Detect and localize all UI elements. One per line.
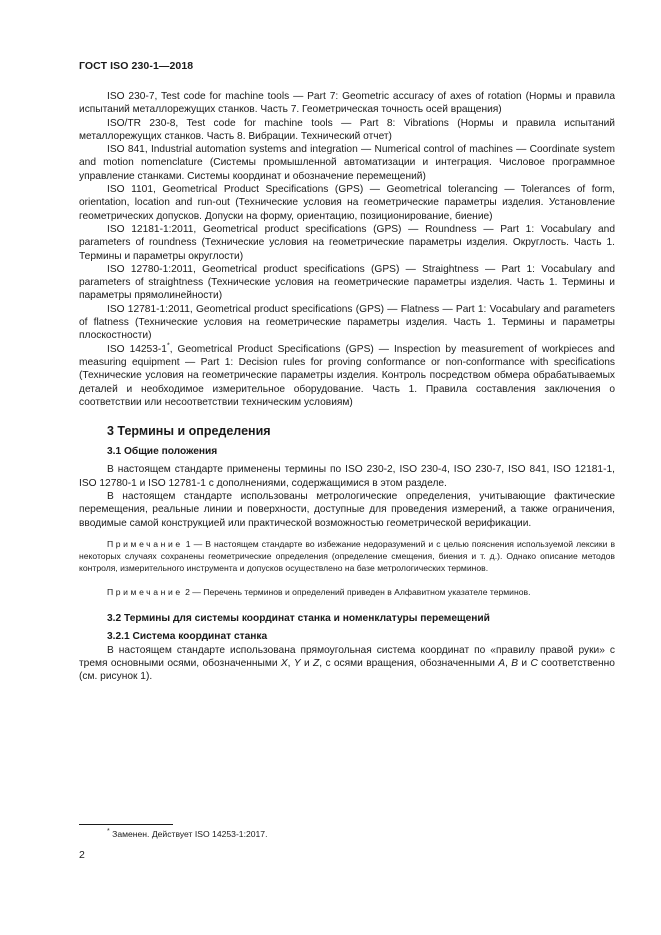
page-body: [79, 90, 615, 683]
footnote-marker: *: [166, 342, 170, 350]
ref-iso-14253-1: [79, 343, 615, 409]
footnote-divider: [79, 824, 173, 825]
note-1-text: 1 — В настоящем стандарте во избежание недоразумений и с целью пояснения используемой лексики в некоторых случаях сохранены геометрические определения (определение смещения, биения и т. д.). Однако описание методов контроля, измерительного инструмента и допусков осуществлено на базе метрологических терминов.: [79, 538, 616, 573]
text-run: ,: [505, 657, 512, 669]
note-2-label: Примечание: [107, 586, 183, 597]
axis-c: C: [530, 657, 538, 669]
section-3-2-title: 3.2 Термины для системы координат станка и номенклатуры перемещений: [107, 612, 490, 624]
text-run: и: [518, 657, 531, 669]
page-number: 2: [79, 849, 85, 861]
section-3-1-title: 3.1 Общие положения: [107, 446, 218, 458]
footnote-text: Заменен. Действует ISO 14253-1:2017.: [109, 829, 268, 839]
ref-iso-841: ISO 841, Industrial automation systems and integration — Numerical control of machines — Coordinate system and motion nomenclature (Системы промышленной автоматизации и интеграция. Числовое программное управление станками. Системы координат и обозначение перемещений): [79, 144, 615, 182]
text-run: соответственно (см. рисунок 1).: [79, 657, 615, 683]
ref-iso-230-7: ISO 230-7, Test code for machine tools — Part 7: Geometric accuracy of axes of rotation (Нормы и правила испытаний металлорежущих станков. Часть 7. Геометрическая точность осей вращения): [79, 91, 615, 116]
note-1: [79, 538, 615, 574]
ref-iso-12780-1: ISO 12780-1:2011, Geometrical product specifications (GPS) — Straightness — Part 1: Vocabulary and parameters of straightness (Технические условия на геометрические параметры изделия. Часть 1. Термины и параметры прямолинейности): [79, 263, 615, 302]
note-2-text: 2 — Перечень терминов и определений приведен в Алфавитном указателе терминов.: [185, 586, 531, 597]
axis-b: B: [511, 657, 519, 669]
ref-iso-12781-1: ISO 12781-1:2011, Geometrical product specifications (GPS) — Flatness — Part 1: Vocabulary and parameters of flatness (Технические условия на геометрические параметры изделия. Часть 1. Термины и параметры плоскостности): [79, 303, 615, 342]
text-run: и: [300, 657, 314, 669]
document-id: ГОСТ ISO 230-1—2018: [79, 60, 194, 72]
section-3-title: 3 Термины и определения: [107, 424, 271, 439]
para-terms-applied: В настоящем стандарте применены термины по ISO 230-2, ISO 230-4, ISO 230-7, ISO 841, ISO 12181-1, ISO 12780-1 и ISO 12781-1 с дополнениями, содержащимися в этом разделе.: [79, 464, 615, 489]
text-run: ,: [287, 657, 294, 669]
para-coordinate-system: [79, 644, 615, 684]
axis-a: A: [498, 657, 506, 669]
footnote-mark: *: [107, 828, 110, 836]
axis-x: X: [280, 657, 288, 669]
section-3-2-1-title: 3.2.1 Система координат станка: [107, 631, 268, 643]
ref-iso-12181-1: ISO 12181-1:2011, Geometrical product specifications (GPS) — Roundness — Part 1: Vocabulary and parameters of roundness (Технические условия на геометрические параметры изделия. Округлость. Часть 1. Термины и параметры округлости): [79, 223, 615, 262]
ref-14253-lead: ISO 14253-1: [107, 343, 167, 355]
text-run: В настоящем стандарте использована прямоугольная система координат по «правилу правой руки» с тремя основными осями, обозначенными: [79, 644, 615, 669]
axis-z: Z: [313, 657, 320, 669]
axis-y: Y: [293, 657, 301, 669]
footnote: [107, 828, 267, 840]
note-1-label: Примечание: [107, 538, 183, 549]
para-metrological-definitions: В настоящем стандарте использованы метрологические определения, учитывающие фактические перемещения, реальные линии и поверхности, доступные для проведения измерений, а также ограничения, вводимые самой конструкцией или практической возможностью геометрической верификации.: [79, 491, 615, 529]
ref-iso-1101: ISO 1101, Geometrical Product Specifications (GPS) — Geometrical tolerancing — Tolerances of form, orientation, location and run-out (Технические условия на геометрические параметры изделия. Установление геометрических допусков. Допуски на форму, ориентацию, позиционирование, биение): [79, 184, 615, 222]
ref-iso-tr-230-8: ISO/TR 230-8, Test code for machine tools — Part 8: Vibrations (Нормы и правила испытаний металлорежущих станков. Часть 8. Вибрации. Технический отчет): [79, 117, 615, 142]
ref-14253-rest: , Geometrical Product Specifications (GPS) — Inspection by measurement of workpieces and measuring equipment — Part 1: Decision rules for proving conformance or non-conformance with specifications (Технические условия на геометрические параметры изделия. Контроль посредством обмера обрабатываемых деталей и необходимое измерительное оборудование. Часть 1. Правила составления заключения о соответствии или несоответствии техническим условиям): [79, 343, 615, 408]
note-2: [79, 586, 615, 598]
text-run: , с осями вращения, обозначенными: [319, 657, 499, 669]
